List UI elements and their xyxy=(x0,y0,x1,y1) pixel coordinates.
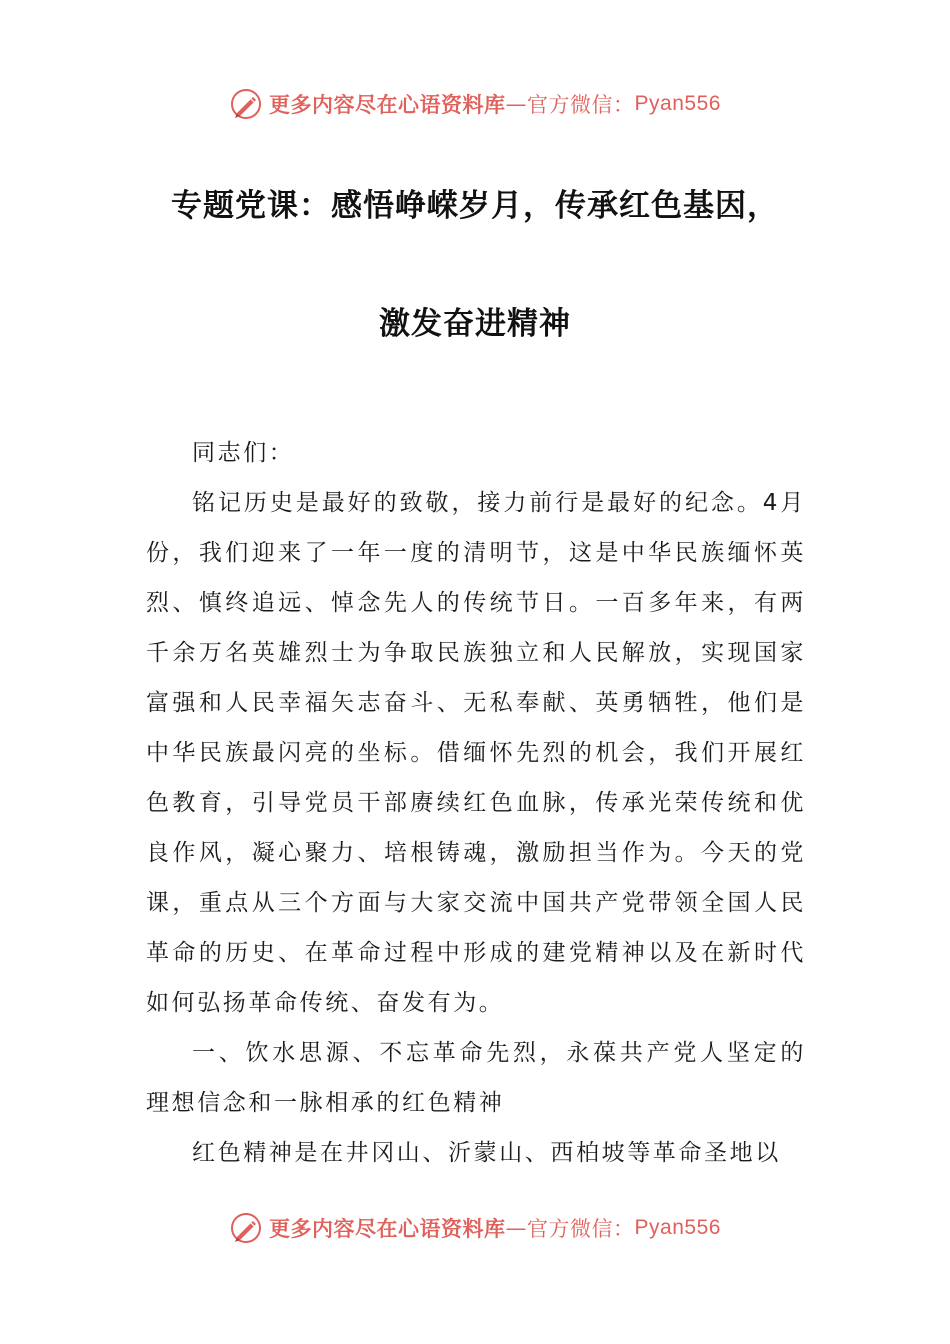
pen-logo-icon xyxy=(229,87,263,121)
salutation: 同志们： xyxy=(192,440,295,466)
header-banner xyxy=(0,84,950,124)
pen-logo-icon xyxy=(229,1211,263,1245)
footer-banner xyxy=(0,1208,950,1248)
doc-title-line-1: 专题党课：感悟峥嵘岁月，传承红色基因， xyxy=(171,188,779,224)
banner-sub-text: 官方微信： xyxy=(527,93,635,117)
footer-banner-sub-text: 官方微信： xyxy=(527,1217,635,1241)
banner-main-text: 更多内容尽在心语资料库 xyxy=(269,92,506,117)
paragraph-intro: 铭记历史是最好的致敬，接力前行是最好的纪念。4月份，我们迎来了一年一度的清明节，这是中华民族缅怀英烈、慎终追远、悼念先人的传统节日。一百多年来，有两千余万名英雄烈士为争取民族独立和人民解放，实现国家富强和人民幸福矢志奋斗、无私奉献、英勇牺牲，他们是中华民族最闪亮的坐标。借缅怀先烈的机会，我们开展红色教育，引导党员干部赓续红色血脉，传承光荣传统和优良作风，凝心聚力、培根铸魂，激励担当作为。今天的党课，重点从三个方面与大家交流中国共产党带领全国人民革命的历史、在革命过程中形成的建党精神以及在新时代如何弘扬革命传统、奋发有为。 xyxy=(146,490,806,1016)
doc-title-line-2: 激发奋进精神 xyxy=(379,306,571,342)
section-heading-1: 一、饮水思源、不忘革命先烈，永葆共产党人坚定的理想信念和一脉相承的红色精神 xyxy=(146,1040,806,1116)
paragraph-2: 红色精神是在井冈山、沂蒙山、西柏坡等革命圣地以 xyxy=(192,1140,781,1166)
doc-body xyxy=(146,428,806,1178)
banner-dash: — xyxy=(505,92,528,116)
banner-wechat-id: Pyan556 xyxy=(634,92,721,115)
footer-banner-wechat-id: Pyan556 xyxy=(634,1216,721,1239)
footer-banner-dash: — xyxy=(505,1216,528,1240)
footer-banner-main-text: 更多内容尽在心语资料库 xyxy=(269,1216,506,1241)
